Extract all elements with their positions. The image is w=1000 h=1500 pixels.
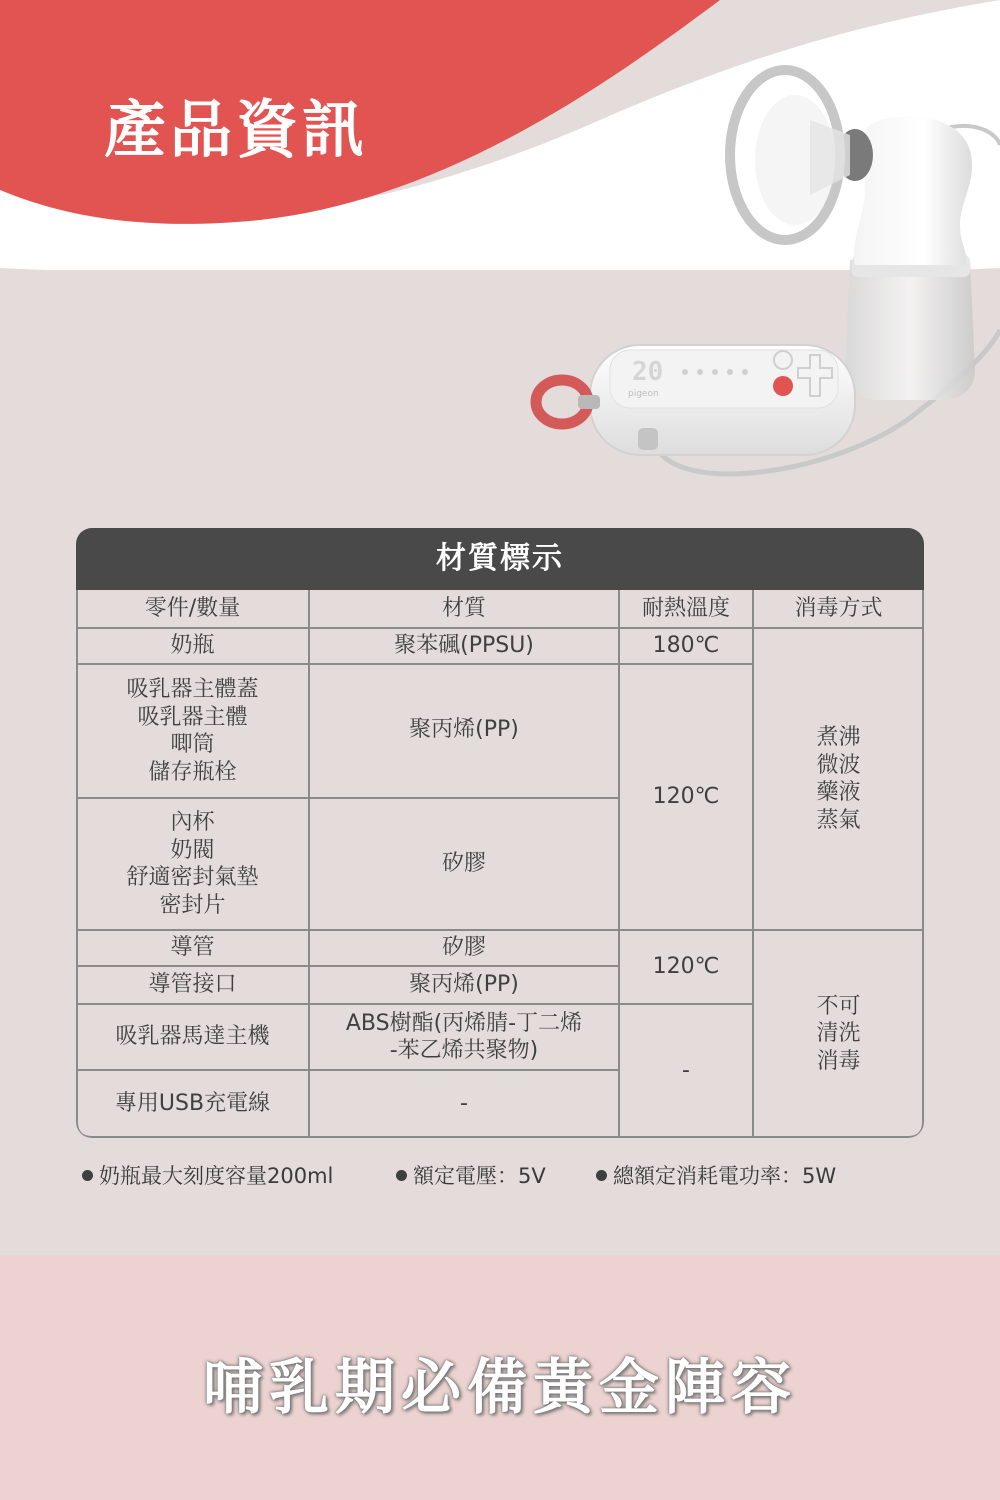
table-cell-material: - (460, 1091, 468, 1117)
table-cell-part: 專用USB充電線 (114, 1091, 271, 1117)
footnote-text: 總額定消耗電功率：5W (613, 1164, 837, 1188)
table-cell-temp: - (682, 1058, 690, 1084)
pump-display-digits: 20 (632, 357, 664, 387)
table-cell-temp: 120℃ (652, 954, 720, 980)
table-header-cell: 零件/數量 (144, 596, 241, 622)
pump-red-button-icon (773, 376, 793, 396)
table-cell-part: 奶瓶 (170, 633, 215, 659)
table-cell-part: 吸乳器主體蓋 吸乳器主體 唧筒 儲存瓶栓 (126, 677, 259, 785)
table-cell-temp: 120℃ (652, 784, 720, 810)
table-cell-material: 矽膠 (441, 935, 486, 961)
table-header-cell: 消毒方式 (794, 596, 883, 622)
table-cell-material: 聚丙烯(PP) (409, 972, 519, 998)
footnote-item (82, 1160, 333, 1190)
pump-level-dot (697, 369, 703, 375)
table-cell-method: 煮沸 微波 藥液 蒸氣 (816, 725, 861, 833)
pump-level-dot (712, 369, 718, 375)
table-cell-material: 聚苯碸(PPSU) (394, 633, 534, 659)
table-cell-part: 吸乳器馬達主機 (115, 1024, 270, 1050)
page-title: 產品資訊 (104, 93, 369, 166)
bullet-icon (82, 1170, 93, 1181)
footnote-text: 奶瓶最大刻度容量200ml (99, 1164, 334, 1188)
pump-flange-neck (810, 120, 850, 195)
table-cell-part: 導管接口 (148, 972, 237, 998)
spec-table-title: 材質標示 (76, 528, 924, 590)
bullet-icon (396, 1170, 407, 1181)
pump-level-dot (742, 369, 748, 375)
pump-level-dot (727, 369, 733, 375)
table-cell-method: 不可 清洗 消毒 (816, 993, 861, 1074)
table-cell-material: 矽膠 (441, 851, 486, 877)
pump-lanyard-clip (578, 395, 600, 409)
spec-footnotes (82, 1160, 942, 1196)
table-cell-temp: 180℃ (652, 633, 720, 659)
bottom-slogan: 哺乳期必備黃金陣容 (203, 1353, 797, 1423)
bullet-icon (596, 1170, 607, 1181)
table-cell-material: ABS樹酯(丙烯腈-丁二烯 -苯乙烯共聚物) (345, 1010, 583, 1063)
material-spec-table (76, 528, 924, 1138)
footnote-item (596, 1160, 836, 1190)
pump-brand: pigeon (628, 389, 659, 399)
pump-level-dot (682, 369, 688, 375)
footnote-text: 額定電壓：5V (413, 1164, 546, 1188)
pump-body (854, 116, 972, 265)
table-cell-material: 聚丙烯(PP) (409, 717, 519, 742)
table-header-cell: 材質 (441, 596, 486, 622)
breast-pump-illustration (520, 50, 1000, 490)
table-cell-part: 導管 (170, 935, 215, 961)
footnote-item (396, 1160, 546, 1190)
spec-table-grid (76, 590, 924, 1138)
table-header-cell: 耐熱溫度 (641, 596, 730, 622)
pump-tube-plug (638, 428, 658, 450)
pump-bottle (845, 260, 975, 400)
table-cell-part: 內杯 奶閥 舒適密封氣墊 密封片 (126, 810, 259, 918)
